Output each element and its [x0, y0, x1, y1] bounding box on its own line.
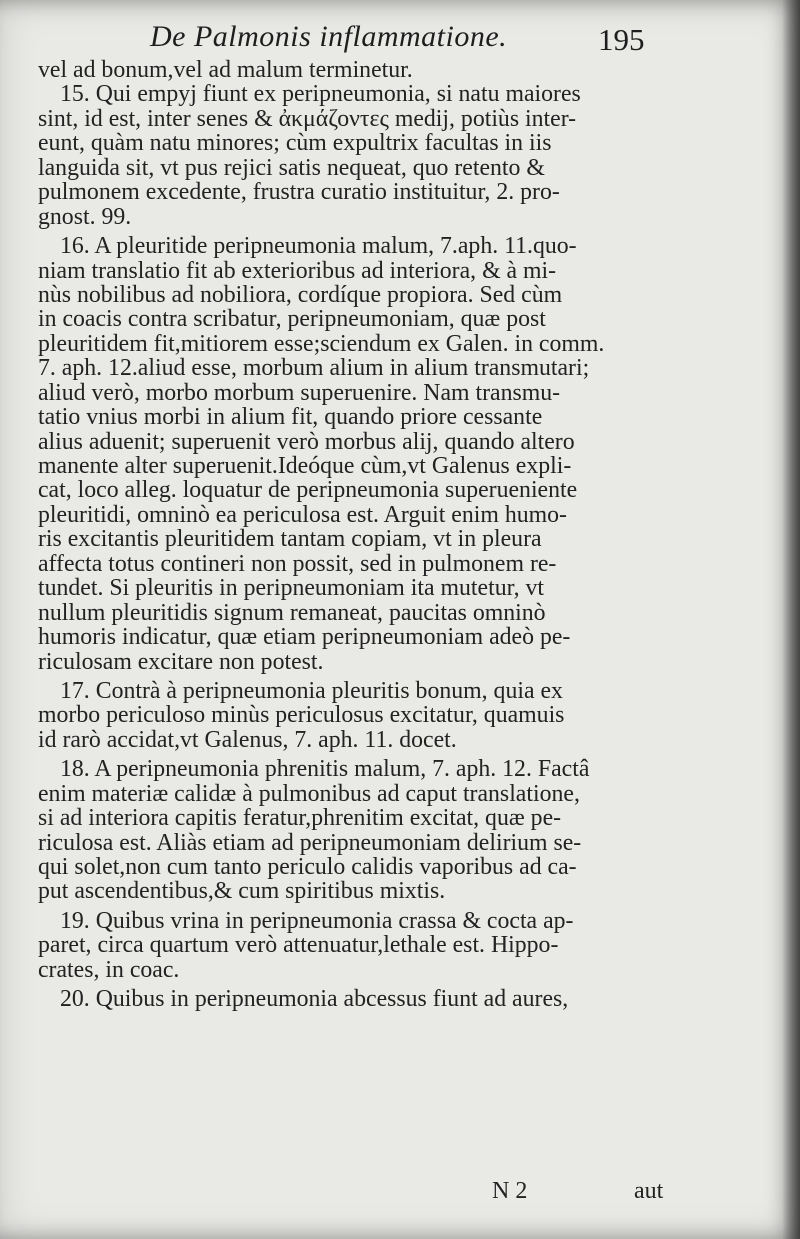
page-header — [0, 18, 800, 62]
text-line: 16. A pleuritide peripneumonia malum, 7.aph. 11.quo- — [60, 233, 577, 260]
text-line: sint, id est, inter senes & ἀκμάζοντες medij, potiùs inter- — [38, 105, 577, 132]
text-line: riculosam excitare non potest. — [38, 648, 324, 675]
text-line: pulmonem excedente, frustra curatio instituitur, 2. pro- — [38, 179, 560, 206]
text-line: cat, loco alleg. loquatur de peripneumonia superueniente — [38, 477, 578, 504]
text-line: gnost. 99. — [38, 203, 132, 230]
text-line: vel ad bonum,vel ad malum terminetur. — [38, 57, 413, 83]
text-line: tatio vnius morbi in alium fit, quando priore cessante — [38, 404, 543, 431]
text-line: riculosa est. Aliàs etiam ad peripneumoniam delirium se- — [38, 829, 582, 856]
text-line: pleuritidem fit,mitiorem esse;sciendum ex Galen. in comm. — [38, 330, 605, 357]
text-line: humoris indicatur, quæ etiam peripneumoniam adeò pe- — [38, 624, 571, 651]
running-title: De Palmonis inflammatione. — [150, 20, 508, 53]
text-line: niam translatio fit ab exterioribus ad interiora, & à mi- — [38, 257, 557, 284]
text-line: paret, circa quartum verò attenuatur,lethale est. Hippo- — [38, 932, 559, 959]
text-line: pleuritidi, omninò ea periculosa est. Arguit enim humo- — [38, 501, 567, 528]
catchword: aut — [634, 1178, 664, 1204]
page-gutter-shadow — [782, 0, 800, 1239]
text-line: 7. aph. 12.aliud esse, morbum alium in alium transmutari; — [38, 355, 590, 382]
text-line: languida sit, vt pus rejici satis nequeat, quo retento & — [38, 154, 545, 181]
text-line: alius aduenit; superuenit verò morbus alij, quando altero — [38, 428, 575, 455]
text-line: 18. A peripneumonia phrenitis malum, 7. aph. 12. Factâ — [60, 756, 590, 783]
text-line: qui solet,non cum tanto periculo calidis vaporibus ad ca- — [38, 854, 577, 880]
page-footer — [0, 1178, 800, 1208]
text-line: nùs nobilibus ad nobiliora, cordíque propiora. Sed cùm — [38, 281, 563, 308]
text-line: 19. Quibus vrina in peripneumonia crassa & cocta ap- — [60, 907, 574, 934]
text-line: aliud verò, morbo morbum superuenire. Nam transmu- — [38, 379, 561, 406]
text-line: ris excitantis pleuritidem tantam copiam, vt in pleura — [38, 526, 542, 553]
text-line: nullum pleuritidis signum remaneat, paucitas omninò — [38, 599, 546, 626]
text-line: affecta totus contineri non possit, sed in pulmonem re- — [38, 550, 557, 577]
text-line: enim materiæ calidæ à pulmonibus ad caput translatione, — [38, 780, 580, 807]
text-line: morbo periculoso minùs periculosus excitatur, quamuis — [38, 702, 565, 729]
text-line: manente alter superuenit.Ideóque cùm,vt Galenus expli- — [38, 453, 572, 479]
text-line: put ascendentibus,& cum spiritibus mixtis. — [38, 878, 446, 905]
text-line: si ad interiora capitis feratur,phrenitim excitat, quæ pe- — [38, 805, 562, 832]
body-text — [38, 58, 678, 1012]
page-number: 195 — [598, 22, 645, 57]
text-line: crates, in coac. — [38, 956, 180, 983]
text-line: in coacis contra scribatur, peripneumoniam, quæ post — [38, 306, 546, 333]
signature-mark: N 2 — [492, 1178, 528, 1204]
text-line: id rarò accidat,vt Galenus, 7. aph. 11. docet. — [38, 726, 457, 753]
text-line: 15. Qui empyj fiunt ex peripneumonia, si natu maiores — [60, 81, 581, 108]
text-line: tundet. Si pleuritis in peripneumoniam ita mutetur, vt — [38, 575, 544, 602]
text-line: eunt, quàm natu minores; cùm expultrix facultas in iis — [38, 130, 552, 157]
text-line: 17. Contrà à peripneumonia pleuritis bonum, quia ex — [60, 677, 563, 704]
text-line: 20. Quibus in peripneumonia abcessus fiunt ad aures, — [60, 986, 569, 1013]
